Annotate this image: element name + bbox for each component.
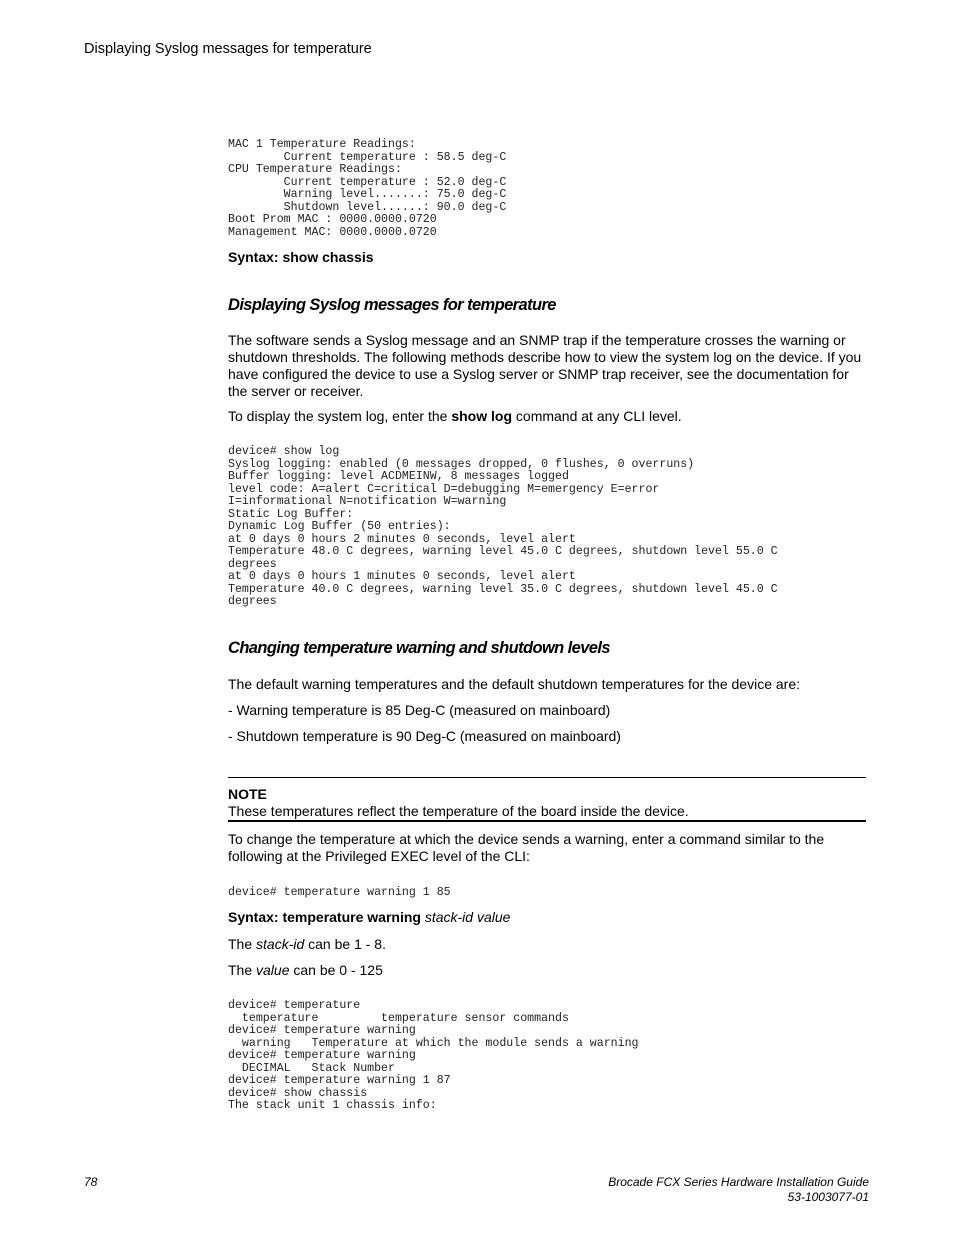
syntax-temperature-warning xyxy=(228,909,868,926)
stack-id-prefix: The xyxy=(228,936,257,952)
syslog-intro-paragraph: The software sends a Syslog message and an SNMP trap if the temperature crosses the warning or shutdown thresholds. The following methods describe how to view the system log on the device. If you have configured the device to use a Syslog server or SNMP trap receiver, see the documentation for the server or receiver. xyxy=(228,332,862,399)
value-suffix: can be 0 - 125 xyxy=(289,962,383,978)
code-block-show-log: device# show log Syslog logging: enabled (0 messages dropped, 0 flushes, 0 overruns) Buffer logging: level ACDMEINW, 8 messages logged level code: A=alert C=critical D=debugging M=emergency E=error I=informational N=notification W=warning Static Log Buffer: Dynamic Log Buffer (50 entries): at 0 days 0 hours 2 minutes 0 seconds, level alert Temperature 48.0 C degrees, warning level 45.0 C degrees, shutdown level 55.0 C degrees at 0 days 0 hours 1 minutes 0 seconds, level alert Temperature 40.0 C degrees, warning level 35.0 C degrees, shutdown level 45.0 C degrees xyxy=(228,445,778,608)
change-temp-paragraph: To change the temperature at which the device sends a warning, enter a command similar to the following at the Privileged EXEC level of the CLI: xyxy=(228,831,825,864)
show-log-instruction xyxy=(228,408,868,425)
syntax-show-chassis: Syntax: show chassis xyxy=(228,249,374,265)
code-block-chassis-output: MAC 1 Temperature Readings: Current temperature : 58.5 deg-C CPU Temperature Readings: Current temperature : 52.0 deg-C Warning level.......: 75.0 deg-C Shutdown level......: 90.0 deg-C Boot Prom MAC : 0000.0000.0720 Management MAC: 0000.0000.0720 xyxy=(228,138,507,239)
footer-guide-title: Brocade FCX Series Hardware Installation Guide xyxy=(608,1175,869,1189)
stack-id-term: stack-id xyxy=(256,936,305,952)
show-log-suffix: command at any CLI level. xyxy=(512,408,682,424)
syntax-params: stack-id value xyxy=(424,909,511,925)
note-bottom-rule xyxy=(228,820,866,822)
code-block-temperature-warning: device# temperature warning 1 85 xyxy=(228,886,451,899)
show-log-command: show log xyxy=(451,408,513,424)
note-label: NOTE xyxy=(228,786,267,802)
value-range xyxy=(228,962,868,979)
show-log-prefix: To display the system log, enter the xyxy=(228,408,452,424)
code-block-temperature-session: device# temperature temperature temperature sensor commands device# temperature warning warning Temperature at which the module sends a warning device# temperature warning DECIMAL Stack Number device# temperature warning 1 87 device# show chassis The stack unit 1 chassis info: xyxy=(228,999,639,1112)
section-heading-syslog: Displaying Syslog messages for temperature xyxy=(228,296,556,314)
section-heading-temperature-levels: Changing temperature warning and shutdown levels xyxy=(228,639,610,657)
note-top-rule xyxy=(228,777,866,778)
value-prefix: The xyxy=(228,962,257,978)
shutdown-temp-item: - Shutdown temperature is 90 Deg-C (measured on mainboard) xyxy=(228,728,621,744)
running-header: Displaying Syslog messages for temperature xyxy=(84,41,372,57)
warning-temp-item: - Warning temperature is 85 Deg-C (measured on mainboard) xyxy=(228,702,611,718)
stack-id-range xyxy=(228,936,868,953)
footer-doc-number: 53-1003077-01 xyxy=(787,1190,869,1204)
syntax-command: Syntax: temperature warning xyxy=(228,909,425,925)
page-number: 78 xyxy=(84,1175,98,1189)
value-term: value xyxy=(256,962,290,978)
note-text: These temperatures reflect the temperature of the board inside the device. xyxy=(228,803,689,819)
stack-id-suffix: can be 1 - 8. xyxy=(304,936,386,952)
default-temps-paragraph: The default warning temperatures and the default shutdown temperatures for the device are: xyxy=(228,676,801,692)
